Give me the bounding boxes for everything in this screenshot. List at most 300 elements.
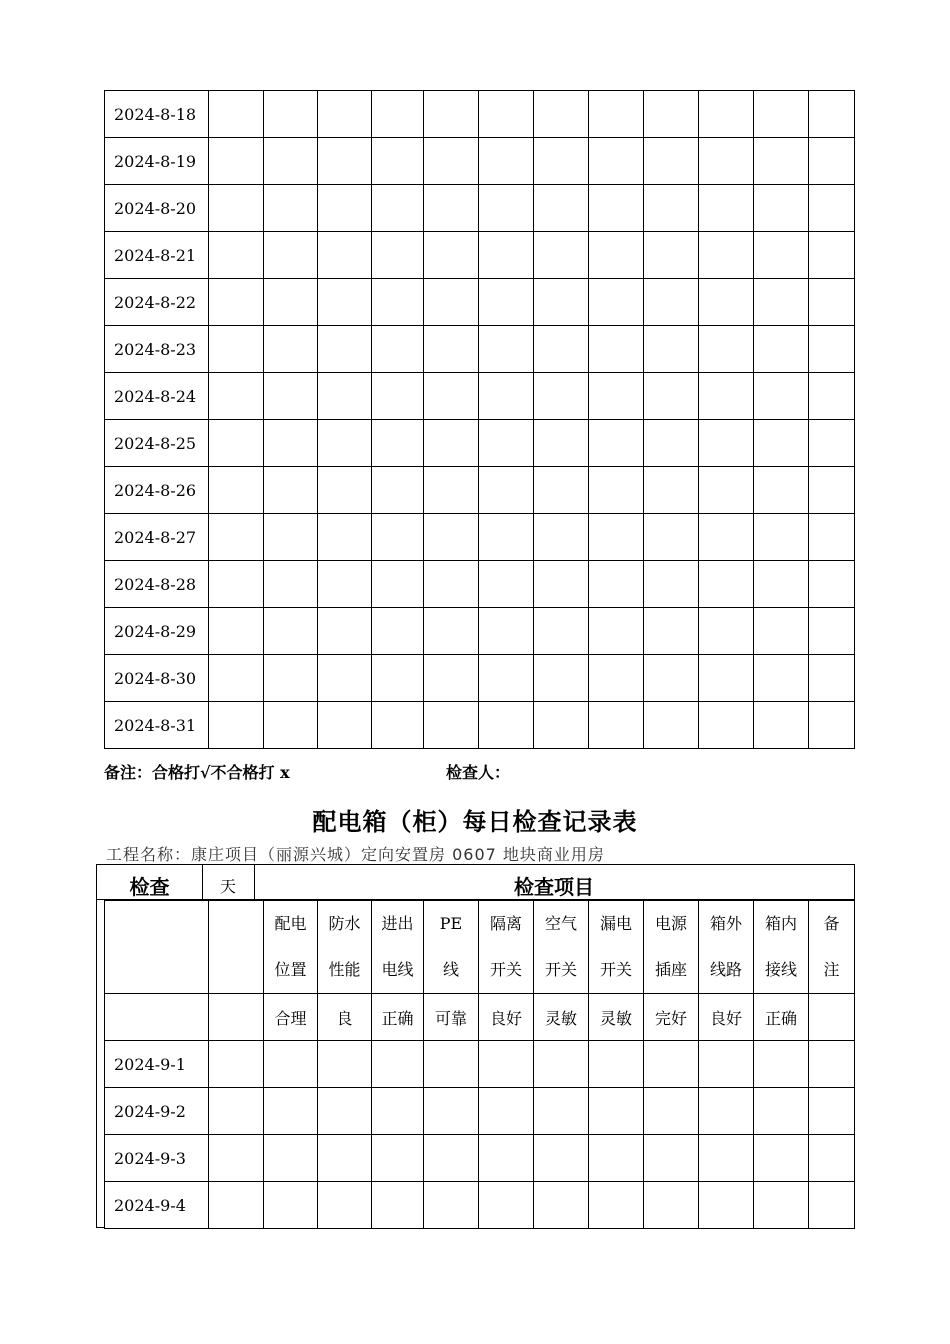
check-cell[interactable] (754, 279, 809, 326)
check-cell[interactable] (318, 561, 372, 608)
check-cell[interactable] (589, 279, 644, 326)
check-cell[interactable] (699, 279, 754, 326)
table-row (105, 1135, 855, 1182)
check-cell[interactable] (318, 420, 372, 467)
check-cell[interactable] (534, 138, 589, 185)
check-cell[interactable] (644, 702, 699, 749)
check-cell[interactable] (424, 1088, 479, 1135)
check-cell[interactable] (699, 232, 754, 279)
check-cell[interactable] (264, 138, 318, 185)
check-cell[interactable] (534, 1041, 589, 1088)
check-cell[interactable] (589, 185, 644, 232)
check-cell[interactable] (479, 702, 534, 749)
check-cell[interactable] (209, 1182, 264, 1229)
check-cell[interactable] (209, 138, 264, 185)
check-cell[interactable] (264, 655, 318, 702)
check-cell[interactable] (209, 655, 264, 702)
check-cell[interactable] (264, 373, 318, 420)
check-cell[interactable] (264, 1135, 318, 1182)
item-label-line: 良 (318, 994, 372, 1041)
check-cell[interactable] (424, 91, 479, 138)
check-cell[interactable] (809, 1135, 855, 1182)
check-cell[interactable] (644, 561, 699, 608)
check-cell[interactable] (372, 467, 424, 514)
check-cell[interactable] (809, 138, 855, 185)
check-cell[interactable] (209, 702, 264, 749)
date-cell: 2024-8-19 (105, 138, 209, 185)
item-label (699, 901, 754, 994)
item-label-line: 防水 (328, 914, 361, 933)
check-cell[interactable] (754, 514, 809, 561)
check-cell[interactable] (264, 467, 318, 514)
check-cell[interactable] (699, 185, 754, 232)
check-cell[interactable] (479, 1182, 534, 1229)
check-cell[interactable] (644, 514, 699, 561)
check-cell[interactable] (644, 373, 699, 420)
check-cell[interactable] (589, 655, 644, 702)
check-cell[interactable] (589, 702, 644, 749)
check-cell[interactable] (589, 326, 644, 373)
blank-cell (105, 994, 209, 1041)
check-cell[interactable] (754, 1182, 809, 1229)
item-label-line: 漏电 (599, 914, 632, 933)
check-cell[interactable] (809, 91, 855, 138)
check-cell[interactable] (318, 1041, 372, 1088)
date-cell: 2024-8-29 (105, 608, 209, 655)
check-cell[interactable] (699, 91, 754, 138)
check-cell[interactable] (372, 608, 424, 655)
blank-cell (209, 901, 264, 994)
check-cell[interactable] (318, 608, 372, 655)
item-label-line: 插座 (654, 960, 687, 979)
check-cell[interactable] (809, 702, 855, 749)
item-label-line: 箱外 (709, 914, 742, 933)
item-label-line: 良好 (699, 994, 754, 1041)
check-cell[interactable] (699, 608, 754, 655)
check-cell[interactable] (424, 1135, 479, 1182)
check-cell[interactable] (809, 514, 855, 561)
check-cell[interactable] (699, 655, 754, 702)
check-cell[interactable] (372, 1041, 424, 1088)
item-label-line: 线 (442, 960, 459, 979)
check-cell[interactable] (424, 373, 479, 420)
check-cell[interactable] (534, 420, 589, 467)
date-cell: 2024-8-21 (105, 232, 209, 279)
item-label-line: 空气 (544, 914, 577, 933)
check-cell[interactable] (479, 185, 534, 232)
check-cell[interactable] (479, 1041, 534, 1088)
check-cell[interactable] (589, 232, 644, 279)
check-cell[interactable] (809, 420, 855, 467)
item-label (589, 901, 644, 994)
check-cell[interactable] (318, 467, 372, 514)
check-cell[interactable] (424, 514, 479, 561)
check-cell[interactable] (809, 655, 855, 702)
check-cell[interactable] (754, 373, 809, 420)
check-cell[interactable] (754, 655, 809, 702)
check-cell[interactable] (479, 91, 534, 138)
check-cell[interactable] (534, 1182, 589, 1229)
check-cell[interactable] (424, 655, 479, 702)
check-cell[interactable] (589, 561, 644, 608)
item-label-line: 进出 (381, 914, 414, 933)
check-cell[interactable] (479, 138, 534, 185)
item-label (754, 901, 809, 994)
check-cell[interactable] (209, 232, 264, 279)
check-cell[interactable] (479, 279, 534, 326)
check-cell[interactable] (209, 467, 264, 514)
check-cell[interactable] (264, 514, 318, 561)
items-header-row-3 (105, 994, 855, 1041)
blank-cell (105, 901, 209, 994)
check-cell[interactable] (372, 232, 424, 279)
check-cell[interactable] (424, 1182, 479, 1229)
check-cell[interactable] (589, 91, 644, 138)
check-cell[interactable] (479, 561, 534, 608)
check-cell[interactable] (534, 608, 589, 655)
check-cell[interactable] (209, 279, 264, 326)
check-cell[interactable] (479, 232, 534, 279)
page-title: 配电箱（柜）每日检查记录表 (312, 807, 638, 836)
item-label (372, 901, 424, 994)
check-cell[interactable] (809, 608, 855, 655)
table-row (105, 185, 855, 232)
check-cell[interactable] (479, 326, 534, 373)
check-cell[interactable] (209, 91, 264, 138)
check-cell[interactable] (534, 514, 589, 561)
blank-cell (209, 994, 264, 1041)
check-cell[interactable] (372, 514, 424, 561)
check-cell[interactable] (479, 1135, 534, 1182)
check-cell[interactable] (479, 467, 534, 514)
check-cell[interactable] (424, 138, 479, 185)
check-cell[interactable] (424, 561, 479, 608)
check-cell[interactable] (699, 1135, 754, 1182)
check-cell[interactable] (372, 1182, 424, 1229)
item-label (809, 901, 855, 994)
date-cell: 2024-8-20 (105, 185, 209, 232)
check-cell[interactable] (534, 232, 589, 279)
check-cell[interactable] (534, 1088, 589, 1135)
check-cell[interactable] (534, 373, 589, 420)
check-cell[interactable] (318, 326, 372, 373)
check-cell[interactable] (809, 467, 855, 514)
check-cell[interactable] (372, 373, 424, 420)
check-cell[interactable] (754, 1135, 809, 1182)
item-label-line: 良好 (479, 994, 534, 1041)
check-cell[interactable] (699, 467, 754, 514)
check-cell[interactable] (318, 1135, 372, 1182)
check-cell[interactable] (372, 326, 424, 373)
check-cell[interactable] (644, 1041, 699, 1088)
check-cell[interactable] (534, 91, 589, 138)
check-cell[interactable] (318, 655, 372, 702)
check-cell[interactable] (699, 702, 754, 749)
check-cell[interactable] (644, 1182, 699, 1229)
table-row (105, 702, 855, 749)
check-cell[interactable] (534, 467, 589, 514)
check-cell[interactable] (209, 561, 264, 608)
table-row (105, 561, 855, 608)
check-cell[interactable] (754, 561, 809, 608)
item-label (424, 901, 479, 994)
check-cell[interactable] (209, 1088, 264, 1135)
item-label-line: 箱内 (764, 914, 797, 933)
check-cell[interactable] (644, 279, 699, 326)
check-cell[interactable] (699, 514, 754, 561)
date-cell: 2024-8-23 (105, 326, 209, 373)
check-cell[interactable] (699, 561, 754, 608)
check-cell[interactable] (479, 608, 534, 655)
check-cell[interactable] (754, 1041, 809, 1088)
check-cell[interactable] (644, 232, 699, 279)
check-cell[interactable] (754, 232, 809, 279)
check-cell[interactable] (372, 91, 424, 138)
check-cell[interactable] (534, 1135, 589, 1182)
check-cell[interactable] (318, 514, 372, 561)
check-cell[interactable] (754, 185, 809, 232)
header-check: 检查 (97, 865, 203, 899)
item-label-line: 合理 (264, 994, 318, 1041)
date-cell: 2024-8-27 (105, 514, 209, 561)
check-cell[interactable] (534, 279, 589, 326)
check-cell[interactable] (372, 655, 424, 702)
check-cell[interactable] (372, 279, 424, 326)
check-cell[interactable] (589, 1041, 644, 1088)
check-cell[interactable] (209, 373, 264, 420)
table-row (105, 420, 855, 467)
check-cell[interactable] (424, 467, 479, 514)
check-cell[interactable] (589, 138, 644, 185)
date-cell: 2024-8-18 (105, 91, 209, 138)
date-cell: 2024-8-28 (105, 561, 209, 608)
check-cell[interactable] (809, 561, 855, 608)
check-cell[interactable] (644, 655, 699, 702)
check-cell[interactable] (754, 138, 809, 185)
check-cell[interactable] (534, 185, 589, 232)
check-cell[interactable] (809, 185, 855, 232)
table-header-row (96, 864, 855, 900)
check-cell[interactable] (644, 608, 699, 655)
check-cell[interactable] (209, 326, 264, 373)
check-cell[interactable] (372, 420, 424, 467)
check-cell[interactable] (372, 561, 424, 608)
check-cell[interactable] (318, 279, 372, 326)
september-inspection-table (104, 900, 855, 1229)
item-label-line: 电源 (654, 914, 687, 933)
item-label-line: 位置 (274, 960, 307, 979)
check-cell[interactable] (644, 138, 699, 185)
check-cell[interactable] (264, 326, 318, 373)
check-cell[interactable] (589, 1135, 644, 1182)
check-cell[interactable] (209, 514, 264, 561)
check-cell[interactable] (424, 232, 479, 279)
check-cell[interactable] (809, 373, 855, 420)
check-cell[interactable] (372, 1088, 424, 1135)
check-cell[interactable] (318, 185, 372, 232)
item-label-line: 开关 (489, 960, 522, 979)
item-label (479, 901, 534, 994)
check-cell[interactable] (479, 373, 534, 420)
check-cell[interactable] (589, 373, 644, 420)
check-cell[interactable] (534, 326, 589, 373)
check-cell[interactable] (372, 702, 424, 749)
check-cell[interactable] (318, 138, 372, 185)
check-cell[interactable] (589, 514, 644, 561)
item-label-line: 性能 (328, 960, 361, 979)
check-cell[interactable] (754, 326, 809, 373)
table-row (105, 279, 855, 326)
check-cell[interactable] (699, 138, 754, 185)
table-row (105, 138, 855, 185)
check-cell[interactable] (589, 608, 644, 655)
items-header-row (105, 901, 855, 994)
check-cell[interactable] (424, 326, 479, 373)
check-cell[interactable] (644, 467, 699, 514)
table-row (105, 1088, 855, 1135)
check-cell[interactable] (264, 561, 318, 608)
item-label-line: 灵敏 (534, 994, 589, 1041)
check-cell[interactable] (809, 1182, 855, 1229)
check-cell[interactable] (699, 326, 754, 373)
table-row (105, 467, 855, 514)
check-cell[interactable] (479, 655, 534, 702)
item-label-line: 线路 (709, 960, 742, 979)
date-cell: 2024-9-3 (105, 1135, 209, 1182)
check-cell[interactable] (264, 91, 318, 138)
check-cell[interactable] (644, 1135, 699, 1182)
check-cell[interactable] (644, 185, 699, 232)
date-cell: 2024-8-26 (105, 467, 209, 514)
check-cell[interactable] (754, 702, 809, 749)
check-cell[interactable] (699, 1041, 754, 1088)
check-cell[interactable] (424, 279, 479, 326)
check-cell[interactable] (754, 467, 809, 514)
check-cell[interactable] (424, 608, 479, 655)
item-label-line: 配电 (274, 914, 307, 933)
check-cell[interactable] (754, 91, 809, 138)
check-cell[interactable] (479, 1088, 534, 1135)
check-cell[interactable] (318, 1088, 372, 1135)
item-label-line: PE (439, 914, 463, 933)
check-cell[interactable] (479, 514, 534, 561)
table-row (105, 326, 855, 373)
check-cell[interactable] (809, 279, 855, 326)
check-cell[interactable] (264, 420, 318, 467)
check-cell[interactable] (264, 279, 318, 326)
table-row (105, 91, 855, 138)
check-cell[interactable] (318, 373, 372, 420)
check-cell[interactable] (209, 1041, 264, 1088)
check-cell[interactable] (809, 326, 855, 373)
check-cell[interactable] (699, 373, 754, 420)
check-cell[interactable] (209, 1135, 264, 1182)
check-cell[interactable] (264, 232, 318, 279)
table-row (105, 1041, 855, 1088)
check-cell[interactable] (264, 1041, 318, 1088)
check-cell[interactable] (589, 467, 644, 514)
check-cell[interactable] (372, 138, 424, 185)
check-cell[interactable] (809, 1041, 855, 1088)
check-cell[interactable] (424, 420, 479, 467)
check-cell[interactable] (318, 702, 372, 749)
check-cell[interactable] (264, 185, 318, 232)
check-cell[interactable] (372, 185, 424, 232)
date-cell: 2024-9-4 (105, 1182, 209, 1229)
check-cell[interactable] (754, 1088, 809, 1135)
check-cell[interactable] (809, 1088, 855, 1135)
check-cell[interactable] (699, 1182, 754, 1229)
check-cell[interactable] (534, 561, 589, 608)
item-label-line: 开关 (544, 960, 577, 979)
check-cell[interactable] (699, 1088, 754, 1135)
check-cell[interactable] (479, 420, 534, 467)
header-inspection-items: 检查项目 (514, 875, 594, 899)
check-cell[interactable] (209, 608, 264, 655)
remarks-note: 备注：合格打√不合格打 x (104, 763, 290, 782)
item-label-line: 接线 (764, 960, 797, 979)
check-cell[interactable] (264, 1182, 318, 1229)
item-label-line: 隔离 (489, 914, 522, 933)
project-name: 工程名称：康庄项目（丽源兴城）定向安置房 0607 地块商业用房 (106, 845, 605, 864)
check-cell[interactable] (264, 608, 318, 655)
check-cell[interactable] (209, 420, 264, 467)
table-row (105, 608, 855, 655)
check-cell[interactable] (424, 185, 479, 232)
check-cell[interactable] (644, 420, 699, 467)
item-label-line: 电线 (381, 960, 414, 979)
check-cell[interactable] (644, 1088, 699, 1135)
check-cell[interactable] (754, 608, 809, 655)
check-cell[interactable] (699, 420, 754, 467)
item-label-line: 可靠 (424, 994, 479, 1041)
check-cell[interactable] (318, 91, 372, 138)
check-cell[interactable] (264, 1088, 318, 1135)
item-label (644, 901, 699, 994)
check-cell[interactable] (589, 420, 644, 467)
inspector-label: 检查人： (446, 763, 511, 782)
check-cell[interactable] (264, 702, 318, 749)
item-label (534, 901, 589, 994)
item-label-line: 灵敏 (589, 994, 644, 1041)
check-cell[interactable] (534, 655, 589, 702)
check-cell[interactable] (372, 1135, 424, 1182)
check-cell[interactable] (209, 185, 264, 232)
date-cell: 2024-9-2 (105, 1088, 209, 1135)
check-cell[interactable] (318, 1182, 372, 1229)
date-cell: 2024-8-24 (105, 373, 209, 420)
august-inspection-table (104, 90, 855, 749)
check-cell[interactable] (318, 232, 372, 279)
check-cell[interactable] (589, 1182, 644, 1229)
item-label (264, 901, 318, 994)
check-cell[interactable] (589, 1088, 644, 1135)
item-label-line: 备 (823, 914, 840, 933)
header-day: 天 (202, 865, 255, 899)
check-cell[interactable] (534, 702, 589, 749)
check-cell[interactable] (424, 1041, 479, 1088)
check-cell[interactable] (809, 232, 855, 279)
table-row (105, 655, 855, 702)
table-row (105, 373, 855, 420)
table-row (105, 514, 855, 561)
check-cell[interactable] (754, 420, 809, 467)
table-left-border (96, 864, 97, 1228)
check-cell[interactable] (424, 702, 479, 749)
check-cell[interactable] (644, 91, 699, 138)
date-cell: 2024-8-22 (105, 279, 209, 326)
check-cell[interactable] (644, 326, 699, 373)
